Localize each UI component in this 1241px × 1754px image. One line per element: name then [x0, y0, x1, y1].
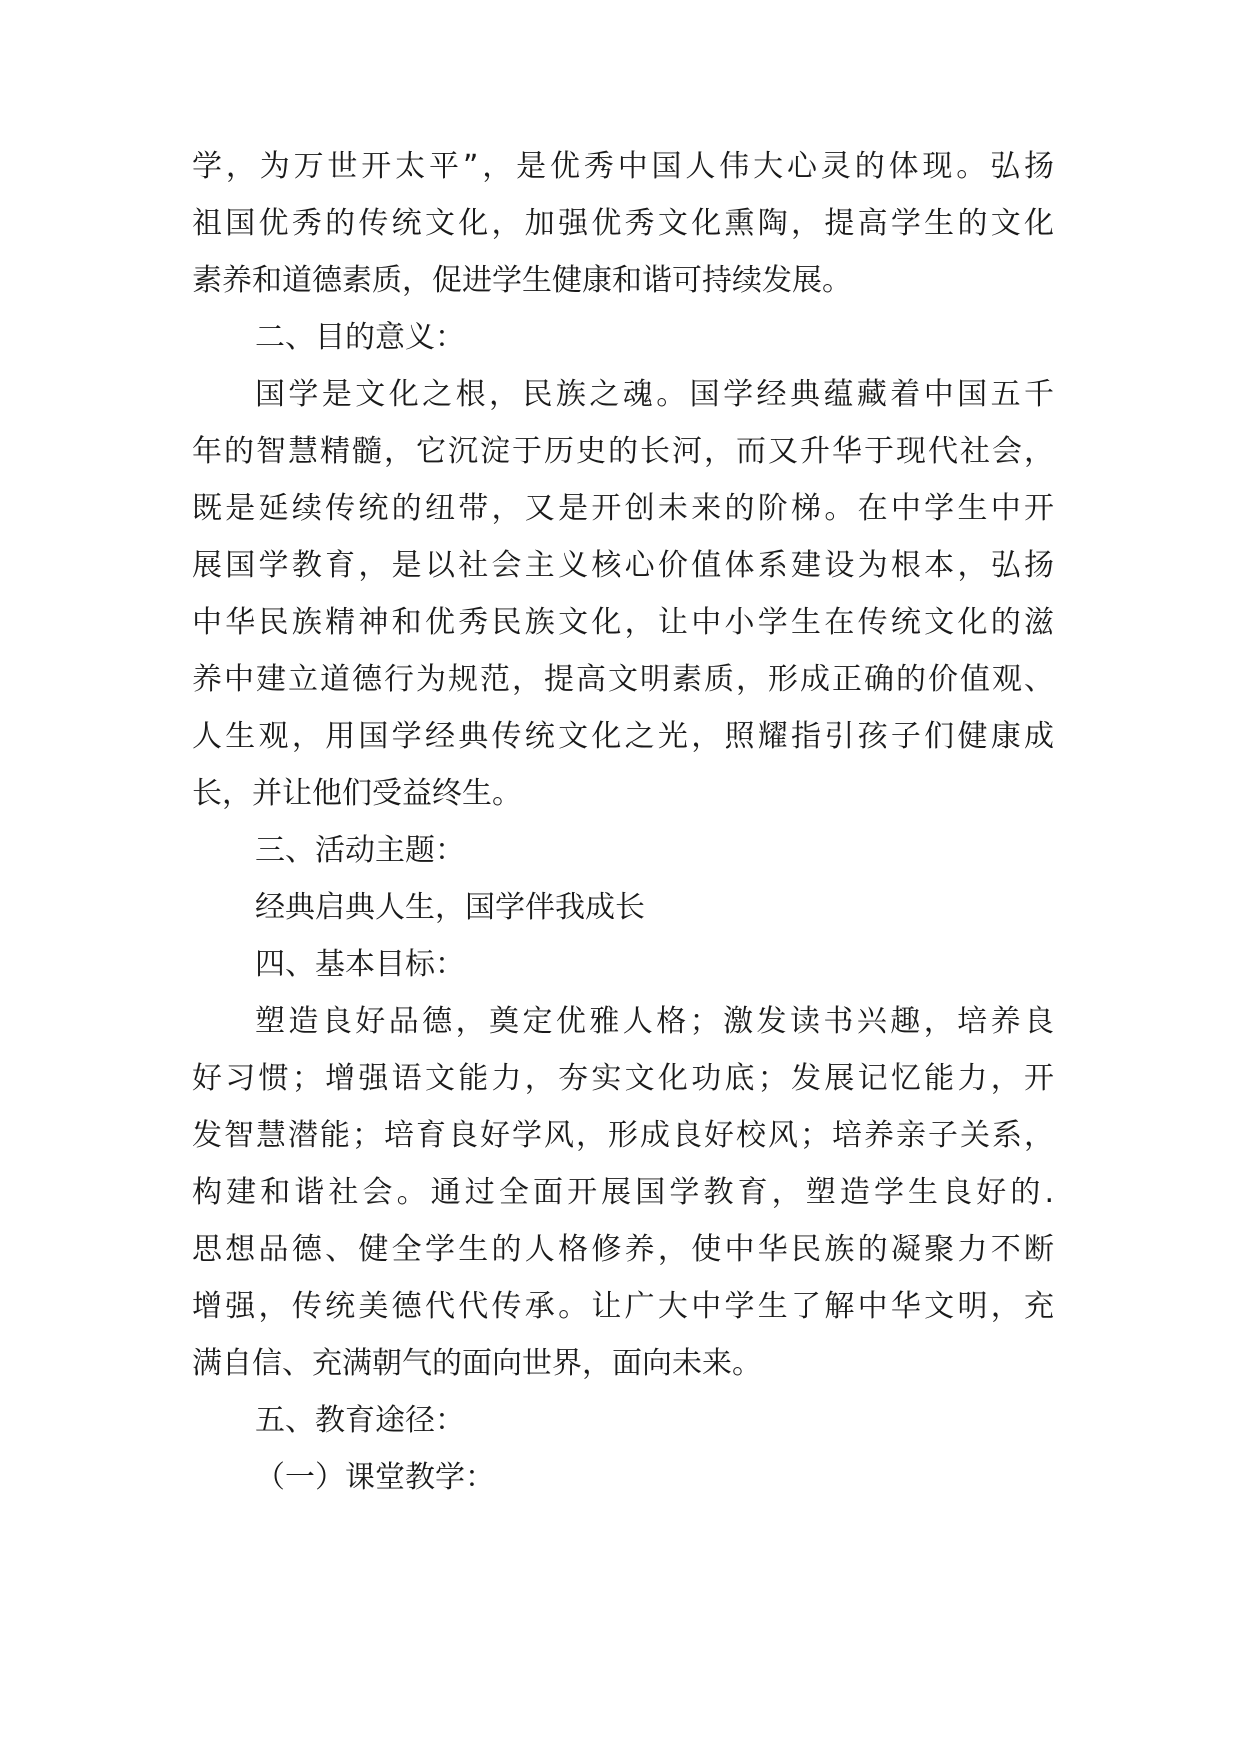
body-text-line: 学，为万世开太平”，是优秀中国人伟大心灵的体现。弘扬: [192, 149, 1054, 184]
subsection-heading-classroom: （一）课堂教学：: [255, 1460, 495, 1495]
body-text-line: 构建和谐社会。通过全面开展国学教育，塑造学生良好的.: [192, 1175, 1054, 1210]
body-text-line: 养中建立道德行为规范，提高文明素质，形成正确的价值观、: [192, 662, 1054, 697]
body-text-line: 人生观，用国学经典传统文化之光，照耀指引孩子们健康成: [192, 719, 1054, 754]
body-text-line: 祖国优秀的传统文化，加强优秀文化熏陶，提高学生的文化: [192, 206, 1054, 241]
section-heading-goals: 四、基本目标：: [255, 947, 465, 982]
body-text-line: 国学是文化之根，民族之魂。国学经典蕴藏着中国五千: [255, 377, 1054, 412]
section-heading-purpose: 二、目的意义：: [255, 320, 465, 355]
section-heading-approach: 五、教育途径：: [255, 1403, 465, 1438]
body-text-line: 增强，传统美德代代传承。让广大中学生了解中华文明，充: [192, 1289, 1054, 1324]
activity-theme-text: 经典启典人生，国学伴我成长: [255, 890, 645, 925]
body-text-line: 中华民族精神和优秀民族文化，让中小学生在传统文化的滋: [192, 605, 1054, 640]
body-text-line: 年的智慧精髓，它沉淀于历史的长河，而又升华于现代社会，: [192, 434, 1054, 469]
body-text-line: 展国学教育，是以社会主义核心价值体系建设为根本，弘扬: [192, 548, 1054, 583]
body-text-line: 既是延续传统的纽带，又是开创未来的阶梯。在中学生中开: [192, 491, 1054, 526]
section-heading-theme: 三、活动主题：: [255, 833, 465, 868]
body-text-line: 发智慧潜能；培育良好学风，形成良好校风；培养亲子关系，: [192, 1118, 1054, 1153]
body-text-line: 塑造良好品德，奠定优雅人格；激发读书兴趣，培养良: [255, 1004, 1054, 1039]
body-text-line: 满自信、充满朝气的面向世界，面向未来。: [192, 1346, 762, 1381]
body-text-line: 长，并让他们受益终生。: [192, 776, 522, 811]
body-text-line: 好习惯；增强语文能力，夯实文化功底；发展记忆能力，开: [192, 1061, 1054, 1096]
body-text-line: 思想品德、健全学生的人格修养，使中华民族的凝聚力不断: [192, 1232, 1054, 1267]
body-text-line: 素养和道德素质，促进学生健康和谐可持续发展。: [192, 263, 852, 298]
